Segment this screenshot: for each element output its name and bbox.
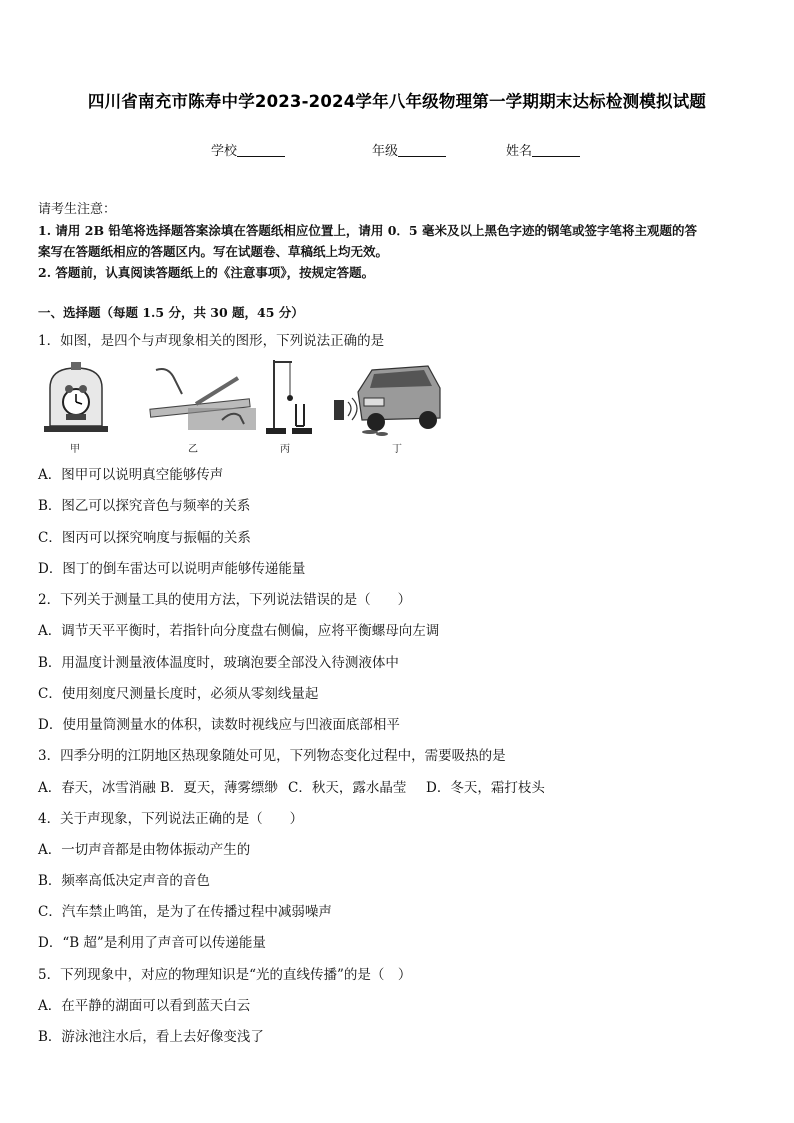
q4-option-a: A．一切声音都是由物体振动产生的 — [38, 842, 251, 858]
q3-options-row — [38, 779, 545, 797]
name-field — [506, 140, 580, 159]
q5-option-a: A．在平静的湖面可以看到蓝天白云 — [38, 998, 251, 1014]
q3-option-b: B．夏天，薄雾缥缈 — [160, 780, 278, 796]
notice-item-1-line-2: 案写在答题纸相应的答题区内。写在试题卷、草稿纸上均无效。 — [38, 244, 389, 259]
notice-heading: 请考生注意： — [38, 202, 117, 217]
q2-option-c: C．使用刻度尺测量长度时，必须从零刻线量起 — [38, 686, 319, 702]
student-info-row — [0, 140, 794, 160]
q3-option-d: D．冬天，霜打枝头 — [426, 780, 545, 796]
question-3-stem: 3．四季分明的江阴地区热现象随处可见，下列物态变化过程中，需要吸热的是 — [38, 748, 506, 764]
question-1-stem: 1．如图，是四个与声现象相关的图形，下列说法正确的是 — [38, 333, 385, 349]
school-blank — [237, 143, 285, 157]
question-4-stem: 4．关于声现象，下列说法正确的是（ ） — [38, 811, 304, 827]
q2-option-d: D．使用量筒测量水的体积，读数时视线应与凹液面底部相平 — [38, 717, 400, 733]
q2-option-b: B．用温度计测量液体温度时，玻璃泡要全部没入待测液体中 — [38, 655, 399, 671]
grade-label: 年级 — [372, 144, 399, 159]
q3-option-c: C．秋天，露水晶莹 — [288, 780, 407, 796]
q4-option-b: B．频率高低决定声音的音色 — [38, 873, 210, 889]
q1-option-d: D．图丁的倒车雷达可以说明声能够传递能量 — [38, 561, 306, 577]
q1-option-c: C．图丙可以探究响度与振幅的关系 — [38, 530, 251, 546]
name-blank — [532, 143, 580, 157]
ruler-illustration — [146, 364, 256, 434]
school-field — [211, 140, 285, 159]
caption-jia: 甲 — [70, 444, 80, 455]
caption-bing: 丙 — [280, 444, 290, 455]
question-1-figure — [40, 356, 450, 456]
caption-ding: 丁 — [392, 444, 402, 455]
q4-option-d: D．“B 超”是利用了声音可以传递能量 — [38, 935, 266, 951]
school-label: 学校 — [211, 144, 238, 159]
car-radar-illustration — [332, 362, 444, 438]
grade-field — [372, 140, 446, 159]
bell-jar-illustration — [40, 362, 112, 438]
page-title: 四川省南充市陈寿中学2023-2024学年八年级物理第一学期期末达标检测模拟试题 — [87, 92, 707, 111]
q4-option-c: C．汽车禁止鸣笛，是为了在传播过程中减弱噪声 — [38, 904, 332, 920]
q1-option-b: B．图乙可以探究音色与频率的关系 — [38, 498, 251, 514]
notice-item-2: 2. 答题前，认真阅读答题纸上的《注意事项》，按规定答题。 — [38, 265, 375, 280]
name-label: 姓名 — [506, 144, 533, 159]
q5-option-b: B．游泳池注水后，看上去好像变浅了 — [38, 1029, 264, 1045]
pendulum-stand-illustration — [266, 356, 314, 436]
grade-blank — [398, 143, 446, 157]
section-heading: 一、选择题（每题 1.5 分，共 30 题，45 分） — [38, 305, 304, 320]
caption-yi: 乙 — [188, 444, 198, 455]
q3-option-a: A．春天，冰雪消融 — [38, 780, 156, 796]
question-5-stem: 5．下列现象中，对应的物理知识是“光的直线传播”的是（ ） — [38, 967, 412, 983]
q1-option-a: A．图甲可以说明真空能够传声 — [38, 467, 224, 483]
q2-option-a: A．调节天平平衡时，若指针向分度盘右侧偏，应将平衡螺母向左调 — [38, 623, 440, 639]
notice-item-1-line-1: 1. 请用 2B 铅笔将选择题答案涂填在答题纸相应位置上，请用 0．5 毫米及以上黑色字迹的钢笔或签字笔将主观题的答 — [38, 223, 697, 238]
question-2-stem: 2．下列关于测量工具的使用方法，下列说法错误的是（ ） — [38, 592, 412, 608]
